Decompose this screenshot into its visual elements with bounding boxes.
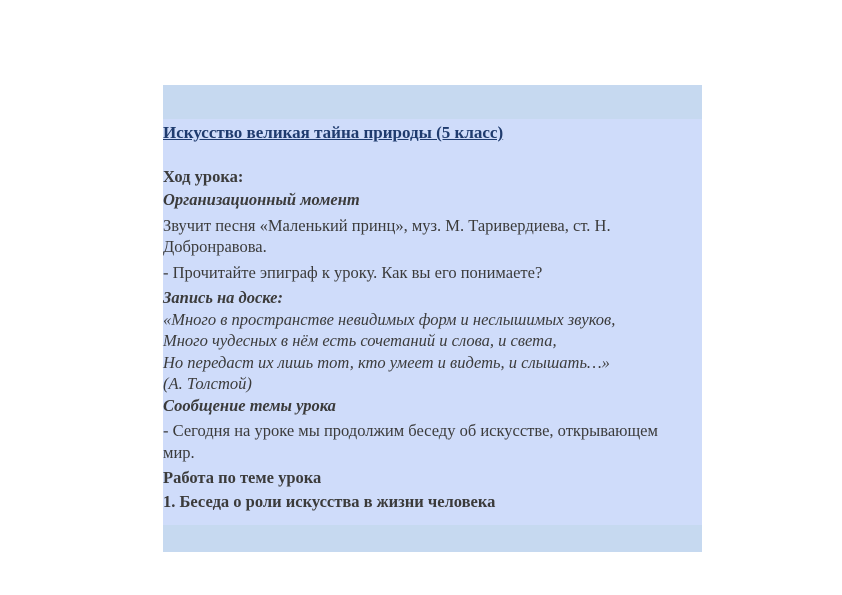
theme-line-1: - Сегодня на уроке мы продолжим беседу об искусстве, открывающем	[163, 421, 658, 440]
lesson-text	[163, 118, 708, 512]
song-line-2: Добронравова.	[163, 237, 267, 256]
lesson-progress-heading: Ход урока:	[163, 166, 244, 186]
theme-line-2: мир.	[163, 442, 195, 462]
lesson-title: Искусство великая тайна природы (5 класс)	[163, 123, 504, 142]
work-on-theme-heading: Работа по теме урока	[163, 468, 322, 487]
quote-line-1: «Много в пространстве невидимых форм и неслышимых звуков,	[163, 309, 616, 329]
theme-message-heading: Сообщение темы урока	[163, 395, 336, 415]
item-1: 1. Беседа о роли искусства в жизни человека	[163, 491, 496, 511]
quote-author: (А. Толстой)	[163, 374, 252, 393]
epigraph-question: - Прочитайте эпиграф к уроку. Как вы его понимаете?	[163, 262, 543, 282]
org-moment-heading: Организационный момент	[163, 190, 360, 209]
quote-line-3: Но передаст их лишь тот, кто умеет и видеть, и слышать…»	[163, 352, 610, 372]
song-line-1: Звучит песня «Маленький принц», муз. М. Таривердиева, ст. Н.	[163, 215, 611, 235]
board-note-heading: Запись на доске:	[163, 288, 283, 307]
quote-line-2: Много чудесных в нём есть сочетаний и слова, и света,	[163, 331, 557, 350]
